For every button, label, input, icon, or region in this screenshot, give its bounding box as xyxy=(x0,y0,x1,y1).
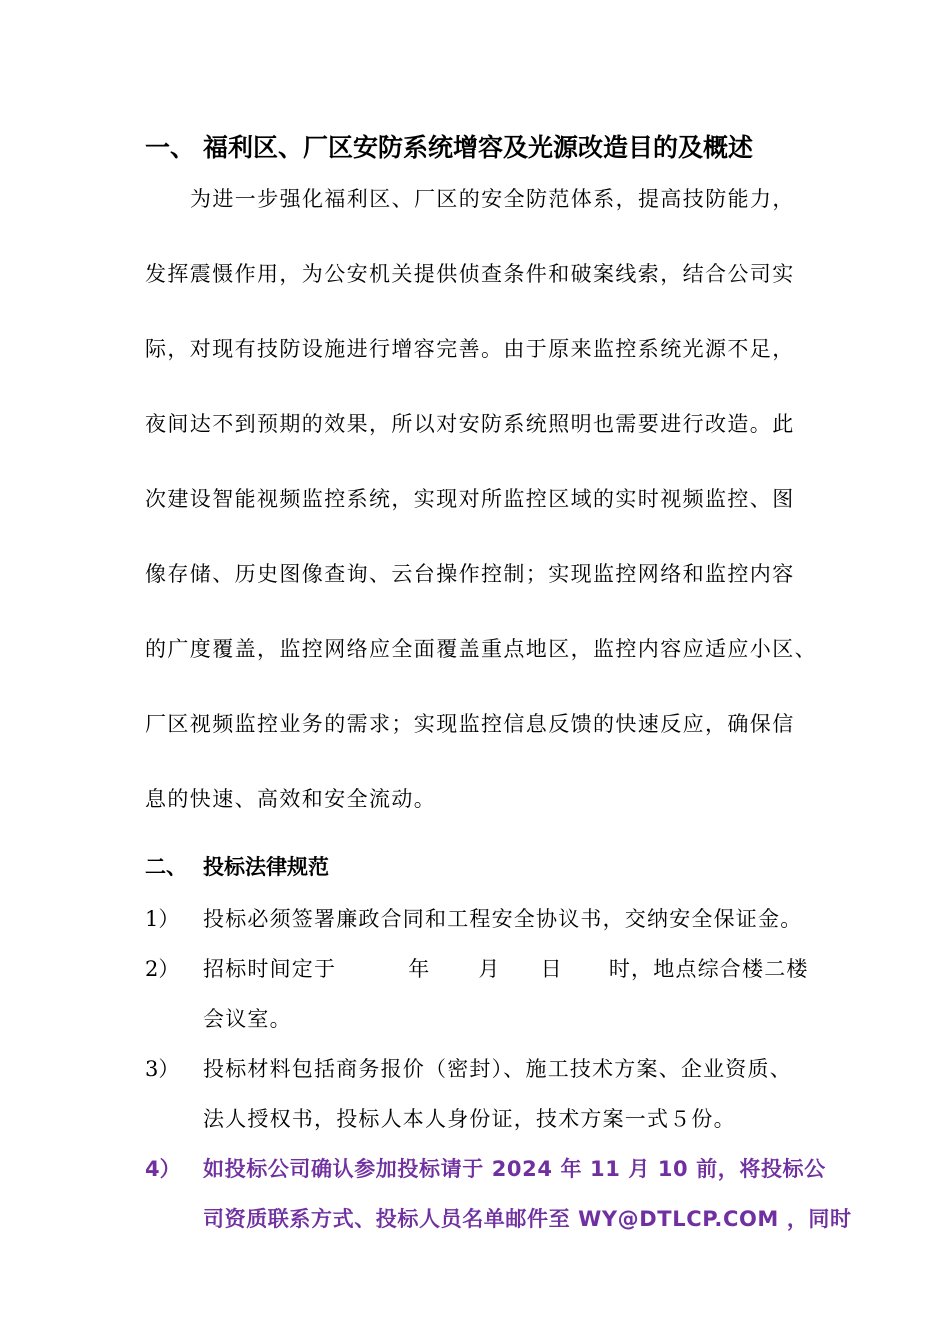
list-item-1-marker: 1） xyxy=(145,907,180,931)
list-item-2-marker: 2） xyxy=(145,957,180,981)
section-2-number: 二、 xyxy=(145,855,187,879)
paragraph-line-7: 的广度覆盖，监控网络应全面覆盖重点地区，监控内容应适应小区、 xyxy=(145,637,817,661)
paragraph-line-1: 为进一步强化福利区、厂区的安全防范体系，提高技防能力， xyxy=(190,187,795,211)
list-item-4-text: 如投标公司确认参加投标请于 2024 年 11 月 10 前，将投标公 xyxy=(203,1157,826,1181)
list-item-1-text: 投标必须签署廉政合同和工程安全协议书，交纳安全保证金。 xyxy=(203,907,803,931)
list-item-4-line-2: 司资质联系方式、投标人员名单邮件至 WY@DTLCP.COM ，同时 xyxy=(203,1207,852,1231)
list-item-4-marker: 4） xyxy=(145,1157,181,1181)
paragraph-line-8: 厂区视频监控业务的需求；实现监控信息反馈的快速反应，确保信 xyxy=(145,712,795,736)
section-1-number: 一、 xyxy=(145,133,196,162)
list-item-2 xyxy=(145,953,809,983)
list-item-3-marker: 3） xyxy=(145,1057,180,1081)
list-item-2-text-a: 招标时间定于 xyxy=(203,957,337,981)
section-2-title: 投标法律规范 xyxy=(203,855,329,879)
section-1-heading xyxy=(145,128,753,164)
paragraph-line-9: 息的快速、高效和安全流动。 xyxy=(145,787,437,811)
list-item-3-line-2: 法人授权书，投标人本人身份证，技术方案一式５份。 xyxy=(203,1107,736,1131)
list-item-2-text-b: 时，地点综合楼二楼 xyxy=(608,957,809,981)
paragraph-line-4: 夜间达不到预期的效果，所以对安防系统照明也需要进行改造。此 xyxy=(145,412,795,436)
list-item-2-month: 月 xyxy=(478,957,501,981)
paragraph-line-2: 发挥震慑作用，为公安机关提供侦查条件和破案线索，结合公司实 xyxy=(145,262,795,286)
list-item-3-text: 投标材料包括商务报价（密封）、施工技术方案、企业资质、 xyxy=(203,1057,792,1081)
section-1-title: 福利区、厂区安防系统增容及光源改造目的及概述 xyxy=(203,133,754,162)
list-item-2-year: 年 xyxy=(408,957,431,981)
list-item-1 xyxy=(145,903,802,933)
paragraph-line-5: 次建设智能视频监控系统，实现对所监控区域的实时视频监控、图 xyxy=(145,487,795,511)
list-item-2-day: 日 xyxy=(540,957,563,981)
list-item-4 xyxy=(145,1153,826,1183)
paragraph-line-6: 像存储、历史图像查询、云台操作控制；实现监控网络和监控内容 xyxy=(145,562,795,586)
list-item-2-line-2: 会议室。 xyxy=(203,1007,292,1031)
paragraph-line-3: 际，对现有技防设施进行增容完善。由于原来监控系统光源不足， xyxy=(145,337,795,361)
section-2-heading xyxy=(145,851,329,881)
list-item-3 xyxy=(145,1053,792,1083)
